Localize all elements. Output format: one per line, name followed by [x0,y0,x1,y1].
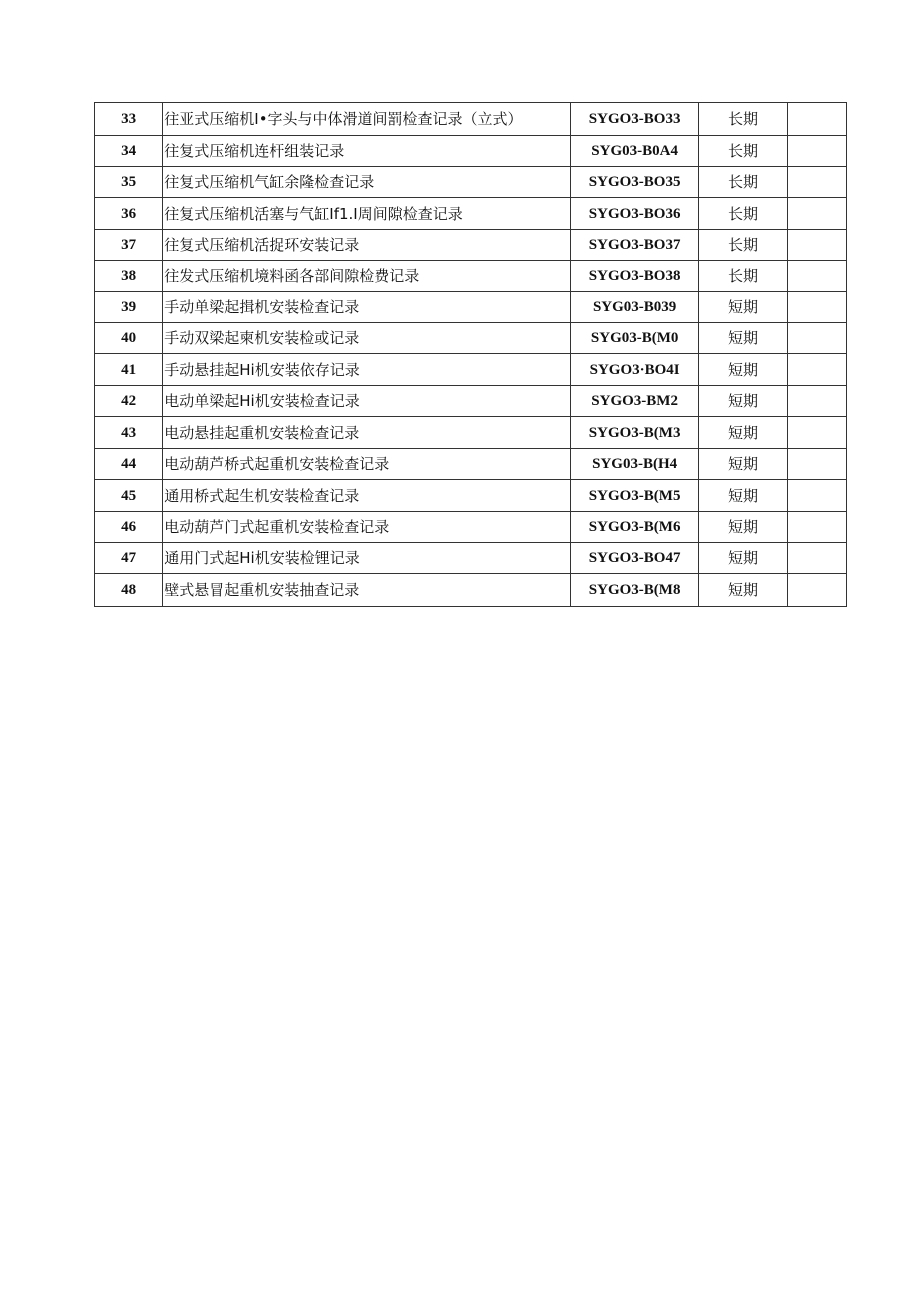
retention-term: 长期 [699,167,787,198]
record-name: 往复式压缩机活塞与气缸If1.I周间隙检查记录 [163,198,571,230]
retention-term: 长期 [699,261,787,292]
remarks-cell [787,198,846,230]
table-row [95,543,847,574]
table-row [95,136,847,167]
remarks-cell [787,449,846,480]
record-name: 往复式压缩机活捉环安装记录 [163,230,571,261]
retention-term: 短期 [699,292,787,323]
table-row [95,292,847,323]
row-number: 43 [95,417,163,449]
table-row [95,261,847,292]
record-name: 电动单梁起Hi机安装检查记录 [163,386,571,417]
table-row [95,574,847,607]
record-code: SYG03-B(M0 [570,323,699,354]
record-code: SYGO3-B(M8 [570,574,699,607]
record-name: 电动葫芦桥式起重机安装检查记录 [163,449,571,480]
table-row [95,449,847,480]
table-row [95,103,847,136]
retention-term: 短期 [699,417,787,449]
record-code: SYGO3-BO37 [570,230,699,261]
record-name: 往发式压缩机境料函各部间隙检费记录 [163,261,571,292]
record-code: SYGO3-BM2 [570,386,699,417]
table-row [95,386,847,417]
record-code: SYGO3·BO4I [570,354,699,386]
row-number: 37 [95,230,163,261]
row-number: 47 [95,543,163,574]
record-name: 壁式悬冒起重机安装抽查记录 [163,574,571,607]
remarks-cell [787,230,846,261]
retention-term: 短期 [699,574,787,607]
remarks-cell [787,354,846,386]
retention-term: 短期 [699,543,787,574]
remarks-cell [787,103,846,136]
record-name: 手动单梁起揖机安装检查记录 [163,292,571,323]
table-row [95,323,847,354]
record-name: 手动悬挂起Hi机安装依存记录 [163,354,571,386]
row-number: 39 [95,292,163,323]
record-code: SYGO3-BO38 [570,261,699,292]
record-code: SYGO3-B(M5 [570,480,699,512]
record-code: SYGO3-B(M6 [570,512,699,543]
row-number: 36 [95,198,163,230]
remarks-cell [787,574,846,607]
remarks-cell [787,167,846,198]
table-row [95,167,847,198]
record-code: SYGO3-BO35 [570,167,699,198]
row-number: 48 [95,574,163,607]
table-row [95,354,847,386]
retention-term: 长期 [699,136,787,167]
row-number: 38 [95,261,163,292]
retention-term: 短期 [699,480,787,512]
record-code: SYGO3-BO36 [570,198,699,230]
record-name: 往亚式压缩机I•字头与中体滑道间罰检查记录（立式） [163,103,571,136]
remarks-cell [787,543,846,574]
table-row [95,230,847,261]
table-row [95,198,847,230]
remarks-cell [787,261,846,292]
record-name: 往复式压缩机连杆组装记录 [163,136,571,167]
record-name: 手动双梁起柬机安装检或记录 [163,323,571,354]
retention-term: 长期 [699,230,787,261]
remarks-cell [787,417,846,449]
retention-term: 长期 [699,198,787,230]
record-code: SYG03-B0A4 [570,136,699,167]
remarks-cell [787,512,846,543]
remarks-cell [787,292,846,323]
remarks-cell [787,136,846,167]
table-row [95,512,847,543]
record-name: 通用桥式起生机安装检查记录 [163,480,571,512]
record-name: 往复式压缩机气缸余隆检查记录 [163,167,571,198]
row-number: 45 [95,480,163,512]
retention-term: 短期 [699,323,787,354]
record-name: 通用门式起Hi机安装检锂记录 [163,543,571,574]
row-number: 33 [95,103,163,136]
row-number: 34 [95,136,163,167]
table-row [95,417,847,449]
row-number: 40 [95,323,163,354]
record-code: SYGO3-BO33 [570,103,699,136]
retention-term: 短期 [699,512,787,543]
records-table [94,102,847,607]
row-number: 46 [95,512,163,543]
record-name: 电动悬挂起重机安装检查记录 [163,417,571,449]
row-number: 41 [95,354,163,386]
retention-term: 短期 [699,354,787,386]
remarks-cell [787,480,846,512]
records-table-body [95,103,847,607]
table-row [95,480,847,512]
retention-term: 长期 [699,103,787,136]
retention-term: 短期 [699,449,787,480]
record-name: 电动葫芦门式起重机安装检查记录 [163,512,571,543]
record-code: SYGO3-BO47 [570,543,699,574]
row-number: 44 [95,449,163,480]
record-code: SYG03-B(H4 [570,449,699,480]
remarks-cell [787,386,846,417]
retention-term: 短期 [699,386,787,417]
row-number: 35 [95,167,163,198]
row-number: 42 [95,386,163,417]
record-code: SYGO3-B(M3 [570,417,699,449]
record-code: SYG03-B039 [570,292,699,323]
remarks-cell [787,323,846,354]
